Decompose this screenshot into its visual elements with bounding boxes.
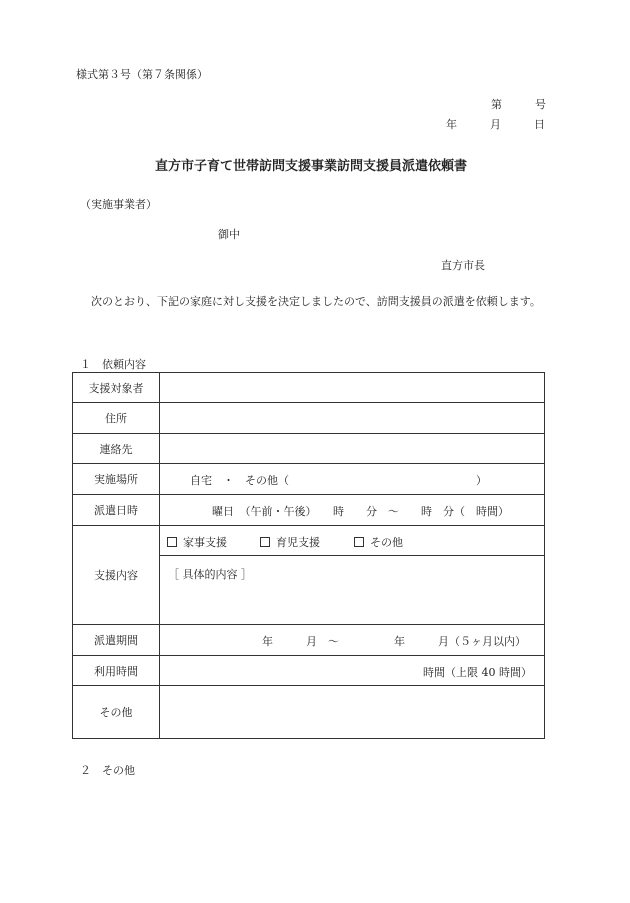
table-row xyxy=(73,464,545,495)
recipient: （実施事業者） xyxy=(80,198,157,211)
table-row xyxy=(73,403,545,434)
table-row xyxy=(73,434,545,464)
option-childcare[interactable] xyxy=(260,534,320,550)
support-detail-label: ［ 具体的内容 ］ xyxy=(168,568,252,581)
datetime-label: 派遣日時 xyxy=(73,495,160,526)
onchu-label: 御中 xyxy=(218,228,240,241)
option-housework[interactable] xyxy=(167,534,227,550)
datetime-field[interactable] xyxy=(160,495,545,526)
target-label: 支援対象者 xyxy=(73,373,160,403)
document-title: 直方市子育て世帯訪問支援事業訪問支援員派遣依頼書 xyxy=(155,159,468,174)
section-2-heading: ２ その他 xyxy=(80,764,135,777)
support-label: 支援内容 xyxy=(73,526,160,625)
place-field[interactable] xyxy=(160,464,545,495)
request-table xyxy=(72,372,545,739)
address-field[interactable] xyxy=(160,403,545,434)
table-row xyxy=(73,625,545,656)
target-field[interactable] xyxy=(160,373,545,403)
section-1-heading: １ 依頼内容 xyxy=(80,358,146,371)
option-label: 家事支援 xyxy=(183,535,227,549)
option-label: 育児支援 xyxy=(276,535,320,549)
option-label: その他 xyxy=(370,535,403,549)
table-row xyxy=(73,495,545,526)
form-number: 様式第３号（第７条関係） xyxy=(76,68,208,81)
checkbox-icon[interactable] xyxy=(354,537,364,547)
other-field[interactable] xyxy=(160,686,545,739)
other-label: その他 xyxy=(73,686,160,739)
datetime-value: 曜日 （午前・午後） 時 分 ～ 時 分（ 時間） xyxy=(212,505,509,518)
support-options xyxy=(160,526,545,556)
usage-field[interactable] xyxy=(160,656,545,686)
checkbox-icon[interactable] xyxy=(260,537,270,547)
period-value: 年 月 ～ 年 月（５ヶ月以内） xyxy=(262,635,526,648)
checkbox-icon[interactable] xyxy=(167,537,177,547)
contact-field[interactable] xyxy=(160,434,545,464)
usage-value: 時間（上限 40 時間） xyxy=(423,665,532,679)
option-other[interactable] xyxy=(354,534,403,550)
period-label: 派遣期間 xyxy=(73,625,160,656)
place-value: 自宅 ・ その他（ ） xyxy=(190,474,487,487)
body-paragraph: 次のとおり、下記の家庭に対し支援を決定しましたので、訪問支援員の派遣を依頼します。 xyxy=(91,295,541,308)
table-row xyxy=(73,373,545,403)
table-row xyxy=(73,686,545,739)
support-detail-field[interactable] xyxy=(160,556,545,625)
document-number: 第 号 xyxy=(491,98,546,111)
place-label: 実施場所 xyxy=(73,464,160,495)
usage-label: 利用時間 xyxy=(73,656,160,686)
table-row xyxy=(73,526,545,556)
period-field[interactable] xyxy=(160,625,545,656)
contact-label: 連絡先 xyxy=(73,434,160,464)
date-line: 年 月 日 xyxy=(446,118,545,131)
table-row xyxy=(73,656,545,686)
address-label: 住所 xyxy=(73,403,160,434)
sender: 直方市長 xyxy=(441,259,485,272)
